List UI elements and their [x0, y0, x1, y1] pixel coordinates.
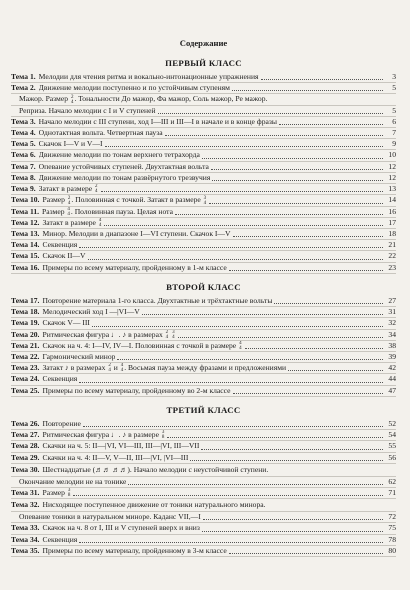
- topic-title: Окончание мелодии не на тонике: [19, 476, 127, 486]
- topic-number: Тема 24.: [11, 374, 40, 384]
- leader-dots: [105, 146, 383, 147]
- topic-number: Тема 2.: [11, 83, 36, 93]
- section-2: [11, 282, 396, 397]
- topic-number: Тема 29.: [11, 452, 40, 462]
- topic-title: Ритмическая фигура ♩. ♪ в размере 3 8: [42, 430, 165, 441]
- topic-number: Тема 15.: [11, 251, 40, 261]
- toc-entry: [11, 374, 396, 385]
- topic-number: Тема 5.: [11, 139, 36, 149]
- class-heading: ТРЕТИЙ КЛАСС: [166, 404, 241, 415]
- toc-entry: [11, 150, 396, 161]
- page-number: 27: [388, 295, 396, 305]
- page-number: 18: [388, 229, 396, 239]
- page-number: 71: [388, 487, 396, 497]
- topic-number: Тема 30.: [11, 464, 40, 474]
- toc-entry: [11, 546, 396, 557]
- topic-number: Тема 7.: [11, 161, 36, 171]
- topic-title: Размер 3 8: [42, 487, 71, 499]
- topic-title: Повторение материала 1-го класса. Двухтактные и трёхтактные вольты: [42, 295, 273, 305]
- topic-title: Скачки на ч. 5: II—|VI, VI—III, III—|VI, III—VII: [42, 441, 200, 451]
- topic-title: Затакт в размере 2 4: [38, 184, 98, 195]
- page-number: 22: [388, 251, 396, 261]
- leader-dots: [92, 326, 383, 327]
- leader-dots: [158, 113, 383, 114]
- toc-entry: [11, 251, 396, 262]
- topic-number: Тема 26.: [11, 418, 40, 428]
- toc-entry: [11, 240, 396, 251]
- topic-number: Тема 12.: [11, 217, 40, 227]
- toc-entry: [11, 330, 396, 341]
- leader-dots: [73, 495, 383, 496]
- topic-number: Тема 18.: [11, 307, 40, 317]
- topic-title: Движение мелодии по тонам развёрнутого трезвучия: [38, 172, 211, 182]
- toc-entry: [11, 94, 396, 105]
- topic-number: Тема 33.: [11, 523, 40, 533]
- leader-dots: [211, 169, 383, 170]
- topic-title: Минор. Мелодии в диапазоне I—VI ступени. Скачок I—V: [42, 229, 231, 239]
- page-number: 34: [388, 329, 396, 339]
- toc-entry: [11, 83, 396, 94]
- leader-dots: [274, 303, 383, 304]
- page-number: 38: [388, 340, 396, 350]
- leader-dots: [229, 270, 383, 271]
- topic-number: Тема 34.: [11, 534, 40, 544]
- topic-title: Скачок на ч. 8 от I, III и V ступеней вверх и вниз: [42, 523, 200, 533]
- topic-title: Скачок II—V: [42, 251, 86, 261]
- toc-entry: [11, 72, 396, 83]
- leader-dots: [212, 180, 383, 181]
- topic-title: Нисходящее поступенное движение от тоники натурального минора.: [42, 500, 266, 510]
- leader-dots: [209, 203, 383, 204]
- topic-title: Движение мелодии поступенно и по устойчивым ступеням: [38, 83, 230, 93]
- page-number: 7: [392, 128, 396, 138]
- toc-entry: [11, 464, 396, 477]
- topic-title: Однотактная вольта. Четвертная пауза: [38, 128, 163, 138]
- leader-dots: [83, 426, 383, 427]
- leader-dots: [229, 553, 383, 554]
- leader-dots: [233, 236, 383, 237]
- topic-number: Тема 25.: [11, 385, 40, 395]
- toc-entry: [11, 218, 396, 229]
- topic-title: Опевание тоники в натуральном миноре. Каданс VII,—I: [19, 512, 201, 522]
- leader-dots: [178, 337, 383, 338]
- topic-number: Тема 21.: [11, 340, 40, 350]
- leader-dots: [101, 191, 383, 192]
- section-1: [11, 58, 396, 274]
- page-title: Содержание: [179, 38, 228, 48]
- topic-title: Мажор. Размер 2 4 . Тональности До мажор, Фа мажор, Соль мажор, Ре мажор.: [19, 94, 268, 105]
- toc-entry: [11, 318, 396, 329]
- topic-number: Тема 20.: [11, 329, 40, 339]
- toc-entry: [11, 430, 396, 441]
- page-number: 80: [388, 545, 396, 555]
- page-number: 21: [388, 240, 396, 250]
- topic-title: Скачки на ч. 4: II—V, V—II, III—|VI, |VI—III: [42, 452, 189, 462]
- leader-dots: [117, 359, 383, 360]
- toc-entry: [11, 477, 396, 488]
- topic-number: Тема 19.: [11, 318, 40, 328]
- toc-entry: [11, 207, 396, 218]
- leader-dots: [190, 460, 383, 461]
- page-number: 72: [388, 512, 396, 522]
- topic-number: Тема 28.: [11, 441, 40, 451]
- page-number: 44: [388, 374, 396, 384]
- toc-entry: [11, 499, 396, 512]
- topic-title: Реприза. Начало мелодии с I и V ступеней: [19, 105, 156, 115]
- class-heading: ВТОРОЙ КЛАСС: [166, 281, 241, 292]
- leader-dots: [279, 124, 383, 125]
- toc-entry: [11, 512, 396, 523]
- page-number: 31: [388, 307, 396, 317]
- leader-dots: [142, 314, 383, 315]
- page-number: 23: [388, 262, 396, 272]
- topic-title: Затакт ♪ в размерах 2 4 и 4 4 . Восьмая пауза между фразами и предложениями: [42, 363, 287, 374]
- topic-number: Тема 16.: [11, 262, 40, 272]
- toc-entry: [11, 195, 396, 206]
- leader-dots: [79, 382, 383, 383]
- topic-number: Тема 17.: [11, 295, 40, 305]
- topic-title: Опевание устойчивых ступеней. Двухтактная вольта: [38, 161, 209, 171]
- topic-title: Скачок I—V и V—I: [38, 139, 103, 149]
- page-number: 42: [388, 363, 396, 373]
- topic-number: Тема 11.: [11, 206, 40, 216]
- leader-dots: [104, 225, 383, 226]
- topic-number: Тема 6.: [11, 150, 36, 160]
- topic-title: Ритмическая фигура ♩. ♪ в размерах 2 4 3 4: [42, 329, 175, 340]
- topic-number: Тема 31.: [11, 487, 40, 497]
- topic-title: Размер 2 4 . Половинная с точкой. Затакт в размере 3 4: [42, 195, 207, 206]
- leader-dots: [128, 484, 383, 485]
- page-number: 75: [388, 523, 396, 533]
- topic-number: Тема 22.: [11, 352, 40, 361]
- topic-title: Гармонический минор: [42, 352, 116, 361]
- page-number: 17: [388, 217, 396, 227]
- topic-number: Тема 27.: [11, 430, 40, 440]
- page-number: 10: [388, 150, 396, 160]
- topic-number: Тема 3.: [11, 116, 36, 126]
- toc-entry: [11, 184, 396, 195]
- topic-title: Примеры по всему материалу, пройденному в 1-м классе: [42, 262, 227, 272]
- topic-number: Тема 23.: [11, 363, 40, 373]
- topic-number: Тема 35.: [11, 545, 40, 555]
- toc-entry: [11, 535, 396, 546]
- topic-number: Тема 32.: [11, 500, 40, 510]
- toc-entry: [11, 341, 396, 352]
- leader-dots: [79, 542, 383, 543]
- toc-entry: [11, 173, 396, 184]
- topic-title: Размер 4 4 . Половинная пауза. Целая нота: [42, 206, 173, 217]
- leader-dots: [167, 437, 383, 438]
- topic-title: Скачок V— III: [42, 318, 90, 328]
- toc-entry: [11, 128, 396, 139]
- page-number: 14: [388, 195, 396, 205]
- topic-title: Секвенция: [42, 534, 78, 544]
- topic-title: Секвенция: [42, 240, 78, 250]
- topic-number: Тема 14.: [11, 240, 40, 250]
- topic-number: Тема 1.: [11, 72, 36, 81]
- contents-list: [11, 58, 396, 557]
- topic-number: Тема 13.: [11, 229, 40, 239]
- toc-entry: [11, 419, 396, 430]
- topic-title: Шестнадцатые (♬♬ ♬♬). Начало мелодии с неустойчивой ступени.: [42, 464, 269, 474]
- page-number: 56: [388, 452, 396, 462]
- topic-number: Тема 4.: [11, 128, 36, 138]
- toc-entry: [11, 441, 396, 452]
- section-3: [11, 405, 396, 557]
- toc-entry: [11, 307, 396, 318]
- toc-entry: [11, 488, 396, 499]
- toc-entry: [11, 523, 396, 534]
- topic-title: Мелодии для чтения ритма и вокально-интонационные упражнения: [38, 72, 259, 81]
- page-number: 47: [388, 385, 396, 395]
- toc-entry: [11, 229, 396, 240]
- leader-dots: [202, 531, 383, 532]
- toc-entry: [11, 296, 396, 307]
- page-number: 39: [388, 352, 396, 361]
- leader-dots: [165, 135, 383, 136]
- leader-dots: [202, 158, 383, 159]
- page-number: 32: [388, 318, 396, 328]
- leader-dots: [233, 393, 383, 394]
- page-number: 5: [392, 105, 396, 115]
- toc-entry: [11, 363, 396, 374]
- page-number: 16: [388, 206, 396, 216]
- toc-entry: [11, 117, 396, 128]
- page-number: 12: [388, 161, 396, 171]
- topic-title: Мелодический ход I —|VI—V: [42, 307, 140, 317]
- leader-dots: [232, 90, 383, 91]
- page-number: 13: [388, 184, 396, 194]
- page-number: 62: [388, 476, 396, 486]
- page-number: 9: [392, 139, 396, 149]
- toc-entry: [11, 386, 396, 397]
- leader-dots: [79, 247, 383, 248]
- topic-title: Начало мелодии с III ступени, ход I—III и III—I в начале и в конце фразы: [38, 116, 277, 126]
- page-number: 52: [388, 418, 396, 428]
- topic-title: Примеры по всему материалу, пройденному во 2-м классе: [42, 385, 231, 395]
- toc-entry: [11, 139, 396, 150]
- toc-entry: [11, 162, 396, 173]
- page-number: 3: [392, 72, 396, 81]
- page-number: 6: [392, 116, 396, 126]
- leader-dots: [88, 259, 383, 260]
- leader-dots: [203, 519, 383, 520]
- page-number: 5: [392, 83, 396, 93]
- topic-title: Повторение: [42, 418, 81, 428]
- topic-title: Примеры по всему материалу, пройденному в 3-м классе: [42, 545, 227, 555]
- topic-number: Тема 10.: [11, 195, 40, 205]
- topic-title: Секвенция: [42, 374, 78, 384]
- topic-title: Движение мелодии по тонам верхнего тетрахорда: [38, 150, 200, 160]
- leader-dots: [201, 449, 383, 450]
- class-heading: ПЕРВЫЙ КЛАСС: [165, 58, 242, 68]
- toc-entry: [11, 263, 396, 274]
- topic-title: Затакт в размере 4 4: [42, 217, 102, 229]
- leader-dots: [288, 370, 383, 371]
- page-number: 54: [388, 430, 396, 440]
- leader-dots: [175, 214, 383, 215]
- topic-number: Тема 9.: [11, 184, 36, 194]
- page-number: 55: [388, 441, 396, 451]
- topic-number: Тема 8.: [11, 172, 36, 182]
- topic-title: Скачок на ч. 4: I—IV, IV—I. Половинная с точкой в размере 4 4: [42, 340, 242, 351]
- leader-dots: [261, 79, 383, 80]
- toc-entry: [11, 106, 396, 117]
- page-number: 12: [388, 172, 396, 182]
- page-number: 78: [388, 534, 396, 544]
- toc-entry: [11, 352, 396, 363]
- leader-dots: [245, 348, 383, 349]
- toc-entry: [11, 453, 396, 464]
